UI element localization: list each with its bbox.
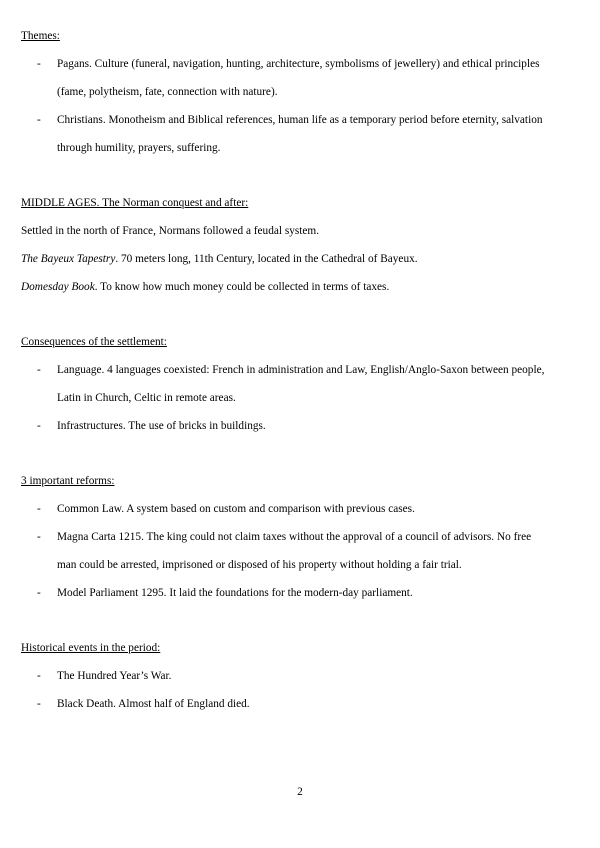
domesday-book-line — [21, 280, 389, 294]
themes-christians-line-1: Christians. Monotheism and Biblical references, human life as a temporary period before eternity, salvation — [57, 114, 543, 126]
themes-christians-line-2: through humility, prayers, suffering. — [57, 142, 221, 154]
reforms-magna-carta-line-2: man could be arrested, imprisoned or disposed of his property without holding a fair trial. — [57, 559, 462, 571]
consequences-language-line-2: Latin in Church, Celtic in remote areas. — [57, 392, 236, 404]
events-hundred-years-war: The Hundred Year’s War. — [57, 670, 172, 682]
consequences-language-line-1: Language. 4 languages coexisted: French in administration and Law, English/Anglo-Saxon between people, — [57, 364, 545, 376]
bullet-dash: - — [37, 587, 41, 599]
bayeux-tapestry-title: The Bayeux Tapestry — [21, 253, 116, 265]
themes-pagans-line-2: (fame, polytheism, fate, connection with nature). — [57, 86, 278, 98]
reforms-heading: 3 important reforms: — [21, 475, 115, 487]
bullet-dash: - — [37, 364, 41, 376]
bayeux-tapestry-line — [21, 252, 418, 266]
consequences-heading: Consequences of the settlement: — [21, 336, 167, 348]
page-number: 2 — [297, 786, 303, 798]
reforms-common-law: Common Law. A system based on custom and comparison with previous cases. — [57, 503, 415, 515]
events-black-death: Black Death. Almost half of England died. — [57, 698, 250, 710]
events-heading: Historical events in the period: — [21, 642, 161, 654]
bullet-dash: - — [37, 58, 41, 70]
bullet-dash: - — [37, 114, 41, 126]
themes-pagans-line-1: Pagans. Culture (funeral, navigation, hunting, architecture, symbolisms of jewellery) and ethical principles — [57, 58, 540, 70]
bullet-dash: - — [37, 503, 41, 515]
domesday-book-title: Domesday Book — [21, 281, 95, 293]
domesday-book-text: . To know how much money could be collected in terms of taxes. — [94, 281, 390, 293]
middle-ages-line-1: Settled in the north of France, Normans followed a feudal system. — [21, 225, 320, 237]
bayeux-tapestry-text: . 70 meters long, 11th Century, located in the Cathedral of Bayeux. — [115, 253, 418, 265]
bullet-dash: - — [37, 531, 41, 543]
themes-heading: Themes: — [21, 30, 60, 42]
bullet-dash: - — [37, 420, 41, 432]
bullet-dash: - — [37, 670, 41, 682]
reforms-model-parliament: Model Parliament 1295. It laid the foundations for the modern-day parliament. — [57, 587, 413, 599]
reforms-magna-carta-line-1: Magna Carta 1215. The king could not claim taxes without the approval of a council of advisors. No free — [57, 531, 532, 543]
consequences-infrastructures: Infrastructures. The use of bricks in buildings. — [57, 420, 266, 432]
bullet-dash: - — [37, 698, 41, 710]
middle-ages-heading: MIDDLE AGES. The Norman conquest and after: — [21, 197, 249, 209]
